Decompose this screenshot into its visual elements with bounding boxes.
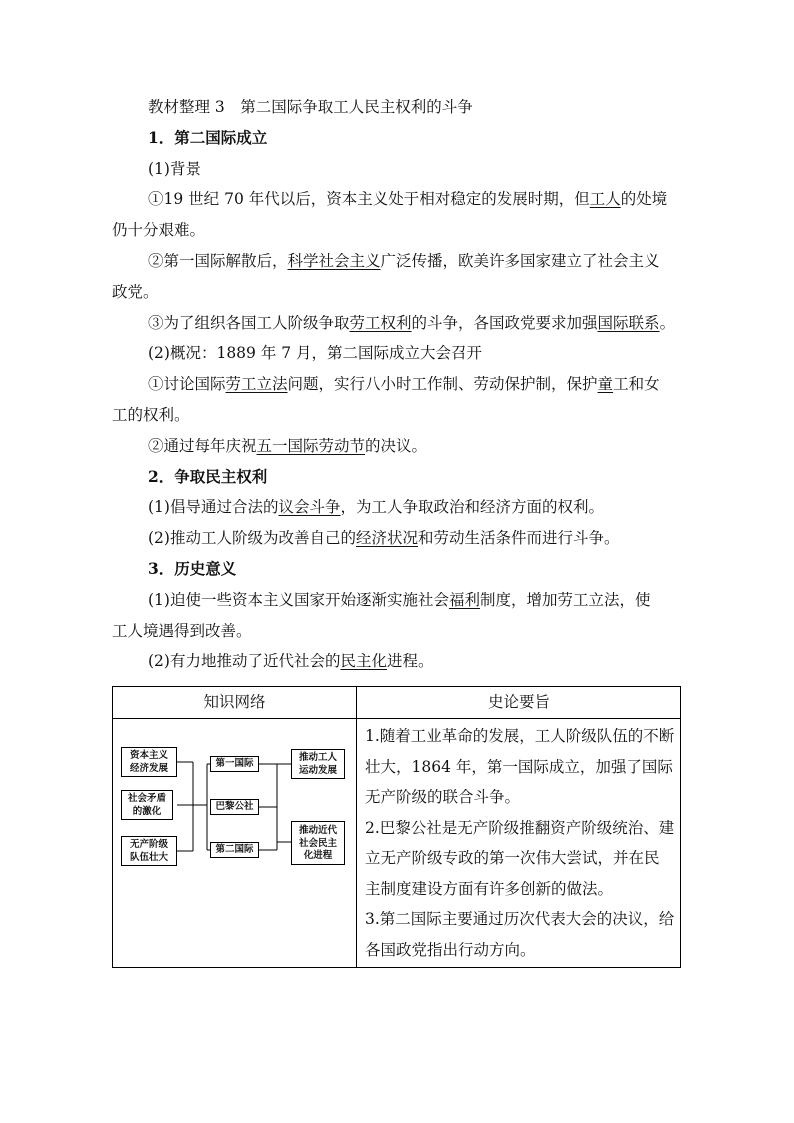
node-text: 社会矛盾 <box>127 793 166 804</box>
sec2-p2 <box>112 523 682 554</box>
text-run: ②通过每年庆祝 <box>148 436 257 455</box>
node-text: 队伍壮大 <box>129 851 168 863</box>
sec1-p3 <box>112 308 682 339</box>
sec1-p2-cont: 政党。 <box>112 282 159 301</box>
node-text: 运动发展 <box>298 764 337 776</box>
text-run: 的处境 <box>620 190 668 209</box>
network-node-paris-commune <box>210 799 259 815</box>
node-text: 资本主义 <box>129 750 168 761</box>
network-node-capitalist-economy <box>121 747 177 777</box>
sec3-p1-cont: 工人境遇得到改善。 <box>112 621 252 640</box>
key-point-line: 3.第二国际主要通过历次代表大会的决议，给 <box>365 910 675 928</box>
text-run: 进程。 <box>386 652 434 671</box>
key-points-cell <box>365 721 677 965</box>
sec1-p5 <box>112 431 682 462</box>
text-run: ①19 世纪 70 年代以后，资本主义处于相对稳定的发展时期，但 <box>148 190 590 209</box>
sec1-p1-cont: 仍十分艰难。 <box>112 221 206 240</box>
underlined-term: 五一国际劳动节 <box>256 436 366 455</box>
network-node-proletariat-growth <box>121 836 177 866</box>
sec3-title: 3．历史意义 <box>148 558 237 578</box>
key-point-line: 无产阶级的联合斗争。 <box>365 788 521 806</box>
section-heading: 教材整理 3 第二国际争取工人民主权利的斗争 <box>148 98 473 116</box>
sec2-p1 <box>112 492 682 523</box>
text-run: 的决议。 <box>365 436 428 455</box>
text-run: 的斗争，各国政党要求加强 <box>411 313 598 332</box>
underlined-term: 福利 <box>448 590 480 609</box>
text-run: (1)迫使一些资本主义国家开始逐渐实施社会 <box>148 590 449 609</box>
key-point-line: 主制度建设方面有许多创新的做法。 <box>365 879 614 898</box>
sec1-sub2: (2)概况：1889 年 7 月，第二国际成立大会召开 <box>148 344 483 363</box>
table-header-divider <box>113 718 680 719</box>
node-text: 化进程 <box>303 850 333 861</box>
underlined-term: 经济状况 <box>355 529 418 548</box>
text-run: ③为了组织各国工人阶级争取 <box>148 313 350 332</box>
network-node-second-international <box>210 842 259 858</box>
sec1-title: 1．第二国际成立 <box>148 127 268 147</box>
node-text: 推动近代 <box>298 825 337 836</box>
network-node-democratization <box>291 821 345 865</box>
sec1-p4 <box>112 369 682 400</box>
sec3-p1 <box>112 585 682 616</box>
network-node-first-international <box>210 756 259 772</box>
underlined-term: 民主化 <box>340 652 387 671</box>
underlined-term: 工人 <box>589 190 621 209</box>
key-point-line: 壮大，1864 年，第一国际成立，加强了国际 <box>365 757 673 776</box>
text-run: ，为工人争取政治和经济方面的权利。 <box>340 498 604 517</box>
text-run: ②第一国际解散后， <box>148 251 288 270</box>
text-run: 。 <box>659 313 676 332</box>
underlined-term: 劳工权利 <box>349 313 412 332</box>
sec1-p2 <box>112 246 682 277</box>
key-point-line: 立无产阶级专政的第一次伟大尝试，并在民 <box>365 849 660 867</box>
node-text: 社会民主 <box>298 837 337 849</box>
text-run: (2)推动工人阶级为改善自己的 <box>148 529 356 548</box>
text-run: (2)有力地推动了近代社会的 <box>148 652 341 671</box>
sec1-sub1: (1)背景 <box>148 159 201 178</box>
text-run: 工和女 <box>613 375 660 394</box>
text-run: 制度，增加劳工立法，使 <box>479 590 651 609</box>
node-text: 经济发展 <box>129 762 168 774</box>
network-node-workers-movement <box>291 749 345 779</box>
text-body <box>112 92 682 677</box>
sec3-p2 <box>112 646 682 677</box>
underlined-term: 童 <box>597 375 614 394</box>
node-text: 第二国际 <box>215 844 254 855</box>
underlined-term: 劳工立法 <box>225 375 288 394</box>
node-text: 无产阶级 <box>129 839 168 850</box>
table-header-knowledge-network: 知识网络 <box>203 693 266 711</box>
key-point-line: 1.随着工业革命的发展，工人阶级队伍的不断 <box>365 727 675 745</box>
key-point-line: 2.巴黎公社是无产阶级推翻资产阶级统治、建 <box>365 818 675 837</box>
sec2-title: 2．争取民主权利 <box>148 466 268 486</box>
table-header-key-points: 史论要旨 <box>487 693 550 711</box>
node-text: 的激化 <box>132 805 162 817</box>
text-run: 和劳动生活条件而进行斗争。 <box>417 529 620 548</box>
underlined-term: 国际联系 <box>597 313 660 332</box>
text-run: 问题，实行八小时工作制、劳动保护制，保护 <box>287 375 598 394</box>
network-node-social-conflict <box>121 790 173 820</box>
node-text: 巴黎公社 <box>215 801 254 812</box>
summary-table <box>112 686 681 968</box>
text-run: ①讨论国际 <box>148 375 226 394</box>
node-text: 推动工人 <box>298 752 337 763</box>
text-run: 广泛传播，欧美许多国家建立了社会主义 <box>380 251 660 270</box>
underlined-term: 议会斗争 <box>278 498 341 517</box>
text-run: (1)倡导通过合法的 <box>148 498 279 517</box>
sec1-p1 <box>112 184 682 215</box>
underlined-term: 科学社会主义 <box>287 251 381 270</box>
key-point-line: 各国政党指出行动方向。 <box>365 940 536 959</box>
node-text: 第一国际 <box>215 758 254 769</box>
table-column-divider <box>356 687 357 967</box>
sec1-p4-cont: 工的权利。 <box>112 405 190 424</box>
